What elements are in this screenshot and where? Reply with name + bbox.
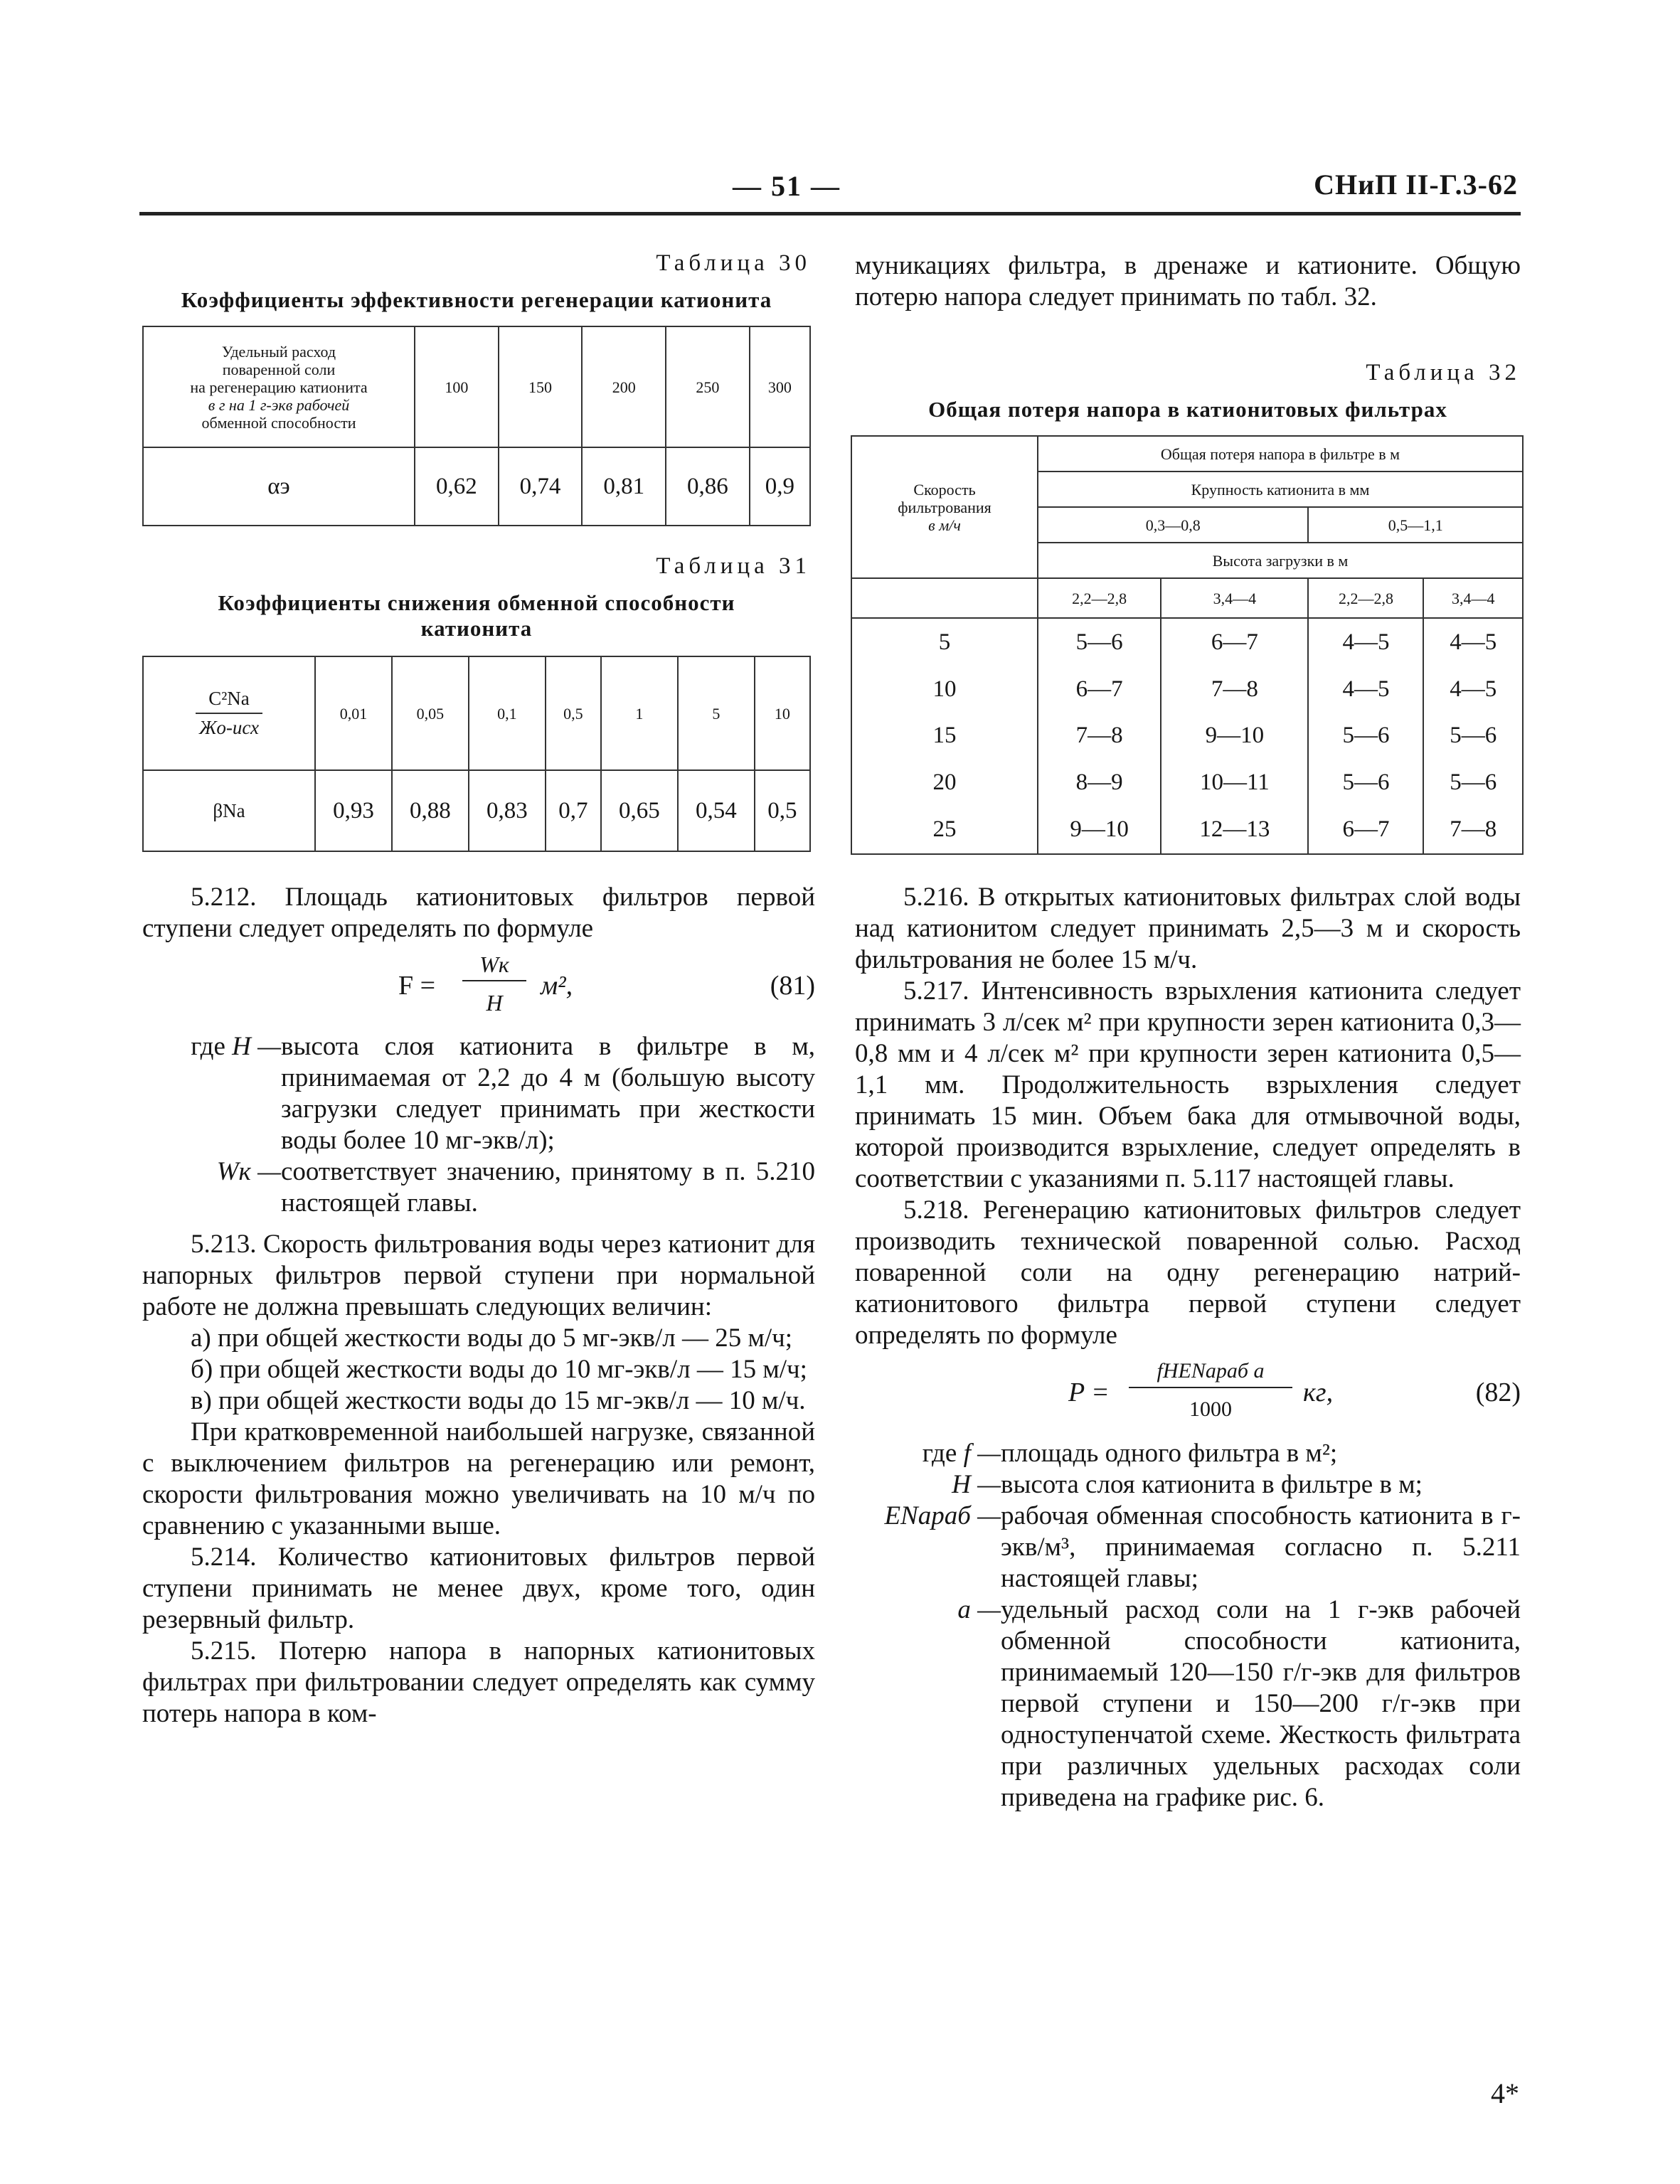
table30 <box>142 326 811 526</box>
table30-col: 250 <box>666 326 750 447</box>
paragraph-5215: 5.215. Потерю напора в напорных катионитовых фильтрах при фильтровании следует определять как сумму потерь напора в ком- <box>142 1636 815 1728</box>
table32-grain-size: Крупность катионита в мм <box>1038 472 1523 507</box>
table32-load-height: Высота загрузки в м <box>1038 543 1523 578</box>
definition-H: H — высота слоя катионита в фильтре в м; <box>952 1470 1423 1499</box>
header-rule <box>139 212 1521 215</box>
definition-a: a — удельный расход соли на 1 г-экв рабочей обменной способности катионита, принимаемый 120—150 г/г-экв для фильтров первой ступени и 150—200 г/г-экв при одноступенчатой схеме. Жесткость фильтрата при различных удельных расходах соли приведена на графике рис. 6. <box>957 1595 1521 1812</box>
table-row: 25 9—10 12—13 6—7 7—8 <box>851 806 1523 854</box>
signature-mark: 4* <box>1491 2077 1519 2109</box>
table30-row-header: Удельный расход поваренной соли на регенерацию катионита в г на 1 г-экв рабочей обменной способности <box>143 326 415 447</box>
document-code: СНиП II-Г.3-62 <box>1314 169 1518 201</box>
table31-cell: 0,88 <box>392 770 469 851</box>
paragraph-5217: 5.217. Интенсивность взрыхления катионита следует принимать 3 л/сек м² при крупности зерен катионита 0,3—0,8 мм и 4 л/сек м² при крупности зерен катионита 0,5—1,1 мм. Продолжительность взрыхления следует принимать 15 мин. Объем бака для отмывочной воды, которой производится взрыхление, следует определять в соответствии с указаниями п. 5.117 настоящей главы. <box>855 976 1521 1193</box>
table30-row-label: αэ <box>143 447 415 526</box>
item-a: а) при общей жесткости воды до 5 мг-экв/л — 25 м/ч; <box>191 1323 793 1353</box>
table31-cell: 0,93 <box>315 770 392 851</box>
item-b: б) при общей жесткости воды до 10 мг-экв/л — 15 м/ч; <box>191 1355 807 1384</box>
table30-label: Таблица 30 <box>656 250 811 276</box>
paragraph-5213: 5.213. Скорость фильтрования воды через катионит для напорных фильтров первой ступени при нормальной работе не должна превышать следующих величин: <box>142 1230 815 1321</box>
table32-head-loss: Общая потеря напора в фильтре в м <box>1038 436 1523 472</box>
table30-cell: 0,9 <box>750 447 810 526</box>
definition-f: где f — площадь одного фильтра в м²; <box>922 1439 1338 1468</box>
paragraph-5214: 5.214. Количество катионитовых фильтров первой ступени принимать не менее двух, кроме того, один резервный фильтр. <box>142 1543 815 1634</box>
table31-cell: 0,7 <box>546 770 601 851</box>
formula-81: F = Wк H м², (81) <box>142 949 815 1027</box>
table31-col: 5 <box>678 656 755 770</box>
item-c: в) при общей жесткости воды до 15 мг-экв/л — 10 м/ч. <box>191 1386 806 1415</box>
table31-col: 0,01 <box>315 656 392 770</box>
table32-stub: Скорость фильтрования в м/ч <box>851 436 1038 578</box>
table-row: 20 8—9 10—11 5—6 5—6 <box>851 760 1523 806</box>
table31-caption: Коэффициенты снижения обменной способности катионита <box>218 590 735 641</box>
table32-height-col: 2,2—2,8 <box>1308 578 1423 618</box>
table31-col: 0,1 <box>469 656 546 770</box>
table31-col: 0,5 <box>546 656 601 770</box>
table31-cell: 0,54 <box>678 770 755 851</box>
table30-caption: Коэффициенты эффективности регенерации катионита <box>181 287 772 312</box>
table31-fraction: C²Na Жо-исх <box>143 656 315 770</box>
table30-col: 150 <box>499 326 583 447</box>
table32-size-group: 0,3—0,8 <box>1038 507 1308 543</box>
table30-cell: 0,62 <box>415 447 499 526</box>
table32-height-col: 3,4—4 <box>1161 578 1308 618</box>
table31-cell: 0,83 <box>469 770 546 851</box>
table32-height-col: 2,2—2,8 <box>1038 578 1161 618</box>
table32-caption: Общая потеря напора в катионитовых фильтрах <box>928 397 1447 422</box>
right-continuation: муникациях фильтра, в дренаже и катионите. Общую потерю напора следует принимать по табл. 32. <box>855 251 1521 311</box>
formula-82: P = fHENaраб a 1000 кг, (82) <box>855 1355 1521 1434</box>
table31-row-label: βNa <box>143 770 315 851</box>
table32-size-group: 0,5—1,1 <box>1308 507 1523 543</box>
table31 <box>142 656 811 852</box>
definition-Wk: Wк — соответствует значению, принятому в п. 5.210 настоящей главы. <box>216 1157 815 1218</box>
table31-label: Таблица 31 <box>656 553 811 579</box>
table-row: 15 7—8 9—10 5—6 5—6 <box>851 713 1523 760</box>
table31-cell: 0,5 <box>755 770 810 851</box>
paragraph-5212: 5.212. Площадь катионитовых фильтров первой ступени следует определять по формуле <box>142 883 815 943</box>
table30-cell: 0,74 <box>499 447 583 526</box>
table32-height-col: 3,4—4 <box>1423 578 1523 618</box>
table31-col: 1 <box>601 656 678 770</box>
paragraph-short-load: При кратковременной наибольшей нагрузке, связанной с выключением фильтров на регенерацию или ремонт, скорости фильтрования можно увеличивать на 10 м/ч по сравнению с указанными выше. <box>142 1417 815 1540</box>
right-column-text <box>855 882 1521 1813</box>
table-row: 5 5—6 6—7 4—5 4—5 <box>851 618 1523 666</box>
table30-col: 300 <box>750 326 810 447</box>
paragraph-5218: 5.218. Регенерацию катионитовых фильтров следует производить технической поваренной солью. Расход поваренной соли на одну регенерацию натрий-катионитового фильтра первой ступени следует определять по формуле <box>855 1195 1521 1350</box>
left-column-text <box>142 882 815 1730</box>
table31-cell: 0,65 <box>601 770 678 851</box>
definition-H: где H — высота слоя катионита в фильтре в м, принимаемая от 2,2 до 4 м (большую высоту загрузки следует принимать при жесткости воды более 10 мг-экв/л); <box>191 1032 815 1155</box>
definition-E: ENaраб — рабочая обменная способность катионита в г-экв/м³, принимаемая согласно п. 5.211 настоящей главы; <box>884 1501 1521 1593</box>
table-row: 10 6—7 7—8 4—5 4—5 <box>851 666 1523 713</box>
table30-cell: 0,81 <box>582 447 666 526</box>
table31-col: 10 <box>755 656 810 770</box>
table30-col: 100 <box>415 326 499 447</box>
table32 <box>851 435 1524 855</box>
table30-col: 200 <box>582 326 666 447</box>
paragraph-5216: 5.216. В открытых катионитовых фильтрах слой воды над катионитом следует принимать 2,5—3 м и скорость фильтрования не более 15 м/ч. <box>855 883 1521 974</box>
table31-col: 0,05 <box>392 656 469 770</box>
table30-cell: 0,86 <box>666 447 750 526</box>
table32-label: Таблица 32 <box>1366 360 1521 385</box>
page-number: — 51 — <box>733 170 841 202</box>
